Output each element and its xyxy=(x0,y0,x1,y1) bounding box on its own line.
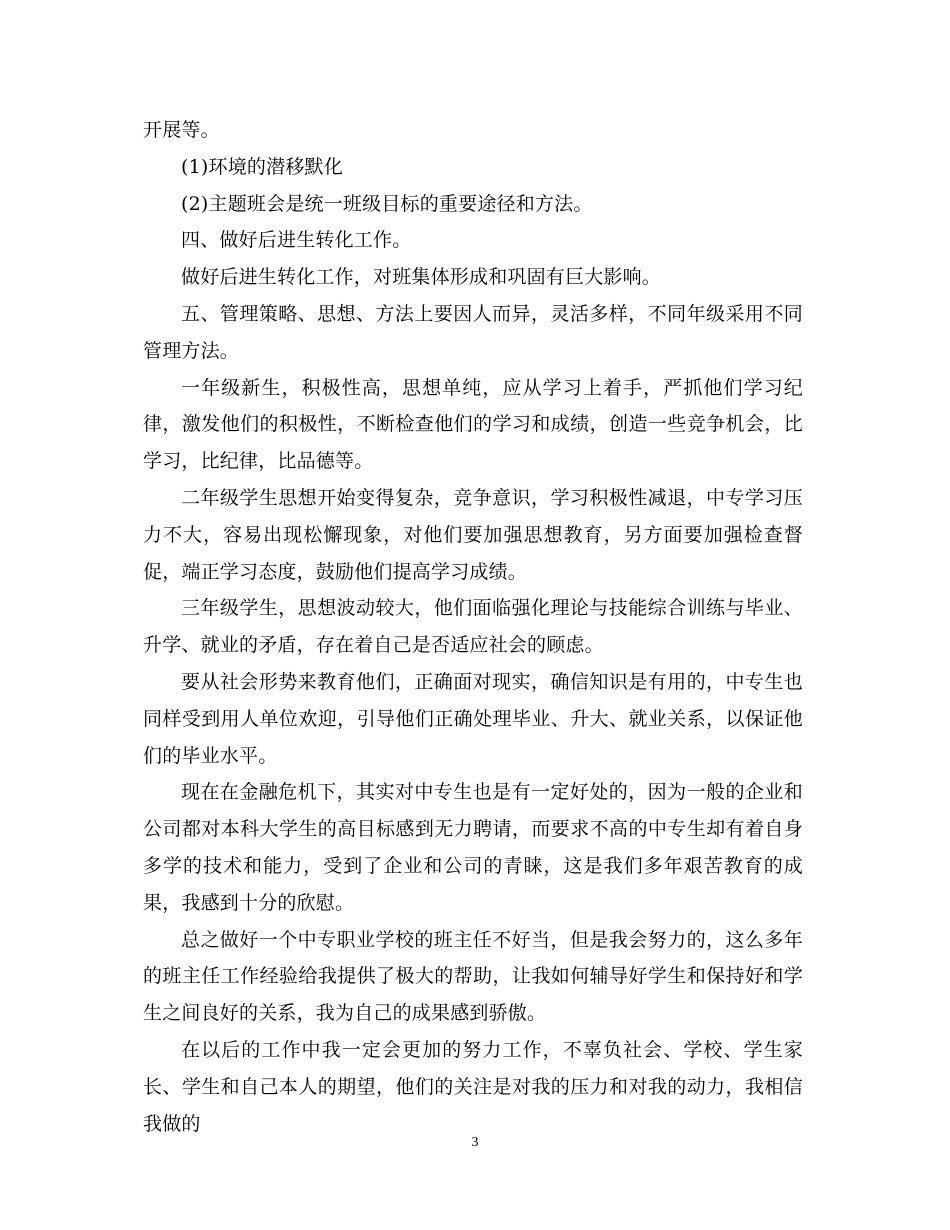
section-heading-4: 四、做好后进生转化工作。 xyxy=(181,229,412,252)
paragraph-subpoint-1: (1)环境的潜移默化 xyxy=(181,155,343,178)
paragraph: 在以后的工作中我一定会更加的努力工作，不辜负社会、学校、学生家长、学生和自己本人的期望，他们的关注是对我的压力和对我的动力，我相信我做的 xyxy=(143,1038,803,1135)
paragraph: 做好后进生转化工作，对班集体形成和巩固有巨大影响。 xyxy=(181,266,662,289)
section-heading-5: 五、管理策略、思想、方法上要因人而异，灵活多样，不同年级采用不同管理方法。 xyxy=(143,302,803,362)
page-number: 3 xyxy=(471,1135,479,1150)
paragraph: 三年级学生，思想波动较大，他们面临强化理论与技能综合训练与毕业、升学、就业的矛盾，存在着自己是否适应社会的顾虑。 xyxy=(143,597,803,657)
paragraph: 一年级新生，积极性高，思想单纯，应从学习上着手，严抓他们学习纪律，激发他们的积极性，不断检查他们的学习和成绩，创造一些竞争机会，比学习，比纪律，比品德等。 xyxy=(143,376,803,473)
body-text xyxy=(143,112,803,1142)
paragraph-subpoint-2: (2)主题班会是统一班级目标的重要途径和方法。 xyxy=(181,192,593,215)
paragraph: 总之做好一个中专职业学校的班主任不好当，但是我会努力的，这么多年的班主任工作经验给我提供了极大的帮助，让我如何辅导好学生和保持好和学生之间良好的关系，我为自己的成果感到骄傲。 xyxy=(143,928,803,1025)
paragraph-continuation: 开展等。 xyxy=(143,119,220,141)
paragraph: 二年级学生思想开始变得复杂，竞争意识，学习积极性减退，中专学习压力不大，容易出现松懈现象，对他们要加强思想教育，另方面要加强检查督促，端正学习态度，鼓励他们提高学习成绩。 xyxy=(143,486,803,583)
paragraph: 现在在金融危机下，其实对中专生也是有一定好处的，因为一般的企业和公司都对本科大学生的高目标感到无力聘请，而要求不高的中专生却有着自身多学的技术和能力，受到了企业和公司的青睐，这是我们多年艰苦教育的成果，我感到十分的欣慰。 xyxy=(143,781,803,914)
paragraph: 要从社会形势来教育他们，正确面对现实，确信知识是有用的，中专生也同样受到用人单位欢迎，引导他们正确处理毕业、升大、就业关系，以保证他们的毕业水平。 xyxy=(143,670,803,767)
